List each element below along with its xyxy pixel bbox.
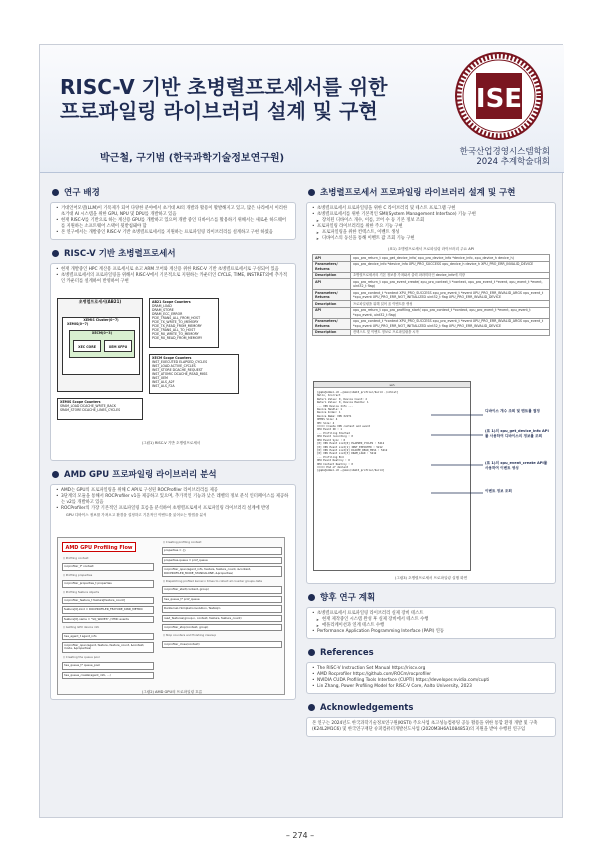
bullet-item: • NVIDIA CUDA Profiling Tools Interface (CUPTI) https://developer.nvidia.com/cupti (312, 678, 550, 684)
bullet-item: • 거대언어모델(LLM)이 기폭제가 되어 다양한 분야에서 초거대 AI의 개발과 활용이 활발해지고 있고, 많은 나라에서 이러한 초거대 AI 시스템을 위한 GPU, NPU 및 DPU를 개발하고 있음 (56, 206, 290, 218)
bullet-item: • 초병렬프로세서 프로파일링을 위한 C 라이브러리 및 테스트 프로그램 구현 (312, 206, 550, 212)
terminal-line: XPU Event recording : 0 (317, 435, 353, 439)
api-table-value: 컨텍스트 및 이벤트 정보로 프로파일링을 시작 (351, 329, 550, 336)
flow-step: properties.queue = prof_queue (162, 557, 282, 564)
poster-title (60, 75, 387, 123)
api-table-row (313, 307, 550, 318)
xecm-counters-title: XECM Scope Counters (152, 356, 192, 360)
flow-step: rocprofiler_properties_t properties (62, 580, 154, 587)
flow-step: // Dispatching profiled kernel n times to collect all counter groups data (163, 579, 262, 584)
section-title-manycore: RISC-V 기반 초병렬프로세서 (50, 248, 296, 260)
xfpu-box: XEM XFPU (104, 340, 132, 352)
library-box (306, 202, 556, 584)
api-table-value: xpu_pro_context_t *context XPU_PRO_SUCCESS xpu_pro_event_t *event XPU_PRO_ERR_INVALID_ARGS xpu_event_t *xpu_event XPU_PRO_ERR_NOT_INITIALIZED uint32_t flag XPU_PRO_ERR_INVALID_DEVICE (351, 290, 550, 301)
table1-caption: (표1) 초병렬프로세서 프로파일링 라이브러리 주요 API (388, 247, 474, 251)
section-title-library: 초병렬프로세서 프로파일링 라이브러리 설계 및 구현 (306, 187, 556, 199)
flow-right (162, 540, 282, 650)
bullet-item: • 초병렬프로세서의 프로파일링을 위해서 RISC-V에서 기본적으로 지원하는 카운터인 CYCLE, TIME, INSTRET외에 추가적인 카운터를 설계하여 반영하여 구현 (56, 273, 290, 285)
terminal-line: [gqmn@xdmsl-c0 ~/pmon/xbm15_profiler/build] (317, 469, 385, 473)
section-title-ack: Acknowledgements (306, 702, 556, 714)
section-title-amd: AMD GPU 프로파일링 라이브러리 분석 (50, 469, 296, 481)
flow-step: rocprofiler_t* context (62, 563, 154, 570)
flow-step: hsa_queue_t* queue_pool (62, 662, 154, 669)
conf-line-1: 한국산업경영시스템학회 (459, 147, 550, 157)
counter-item: PCIE_TRANS_ALL_TO_HOST (152, 328, 196, 332)
amd-sub: GPU 디바이스 정보를 가져오고 환경을 설정하고 기본적인 이벤트를 읽어오는 방법을 분석 (66, 513, 207, 517)
bullet-item: • AMD Rocprofiler https://github.com/ROCm/rocprofiler (312, 672, 550, 678)
terminal-line: --- Profiling End (317, 455, 344, 459)
ab21-counters-box (149, 298, 219, 348)
terminal-line: Hello, Xcorrect (317, 394, 341, 398)
future-list (312, 611, 550, 635)
title-line-2: 프로파일링 라이브러리 설계 및 구현 (60, 99, 378, 123)
background-box (50, 202, 296, 240)
bullet-item: • Performance Application Programming Interface (PAPI) 연동 (312, 629, 550, 635)
terminal-line: Return Value: 0, Device Count: 2 (317, 397, 367, 401)
bullet-item: • Lin Zhang, Power Profiling Model for RISC-V Core, Aalto University, 2023 (312, 684, 550, 690)
figure3-caption: (그림3) 초병렬프로세서 프로파일링 실행 화면 (394, 576, 468, 580)
terminal-line: --- Profiling Started (317, 431, 350, 435)
counter-item: DRAM_ECC_ERROR (152, 312, 183, 316)
xecm-label: XECM(0~3) (91, 331, 113, 335)
flow-step: RunKernel<SimpleConvolution, TestAql> (162, 605, 282, 612)
flow-step: rocprofiler_close(context) (162, 641, 282, 648)
counter-item: DRAM_LOAD (152, 304, 172, 308)
conf-line-2: 2024 추계학술대회 (476, 157, 550, 167)
flow-step: // Creating profiling context (163, 540, 202, 544)
bullet-item: • 현재 개발중인 HPC 계산용 프로세서로 초고 ARM 코어와 계산용 위한 RISC-V 기반 초병렬프로세서로 구성되어 있음 (56, 267, 290, 273)
architecture-diagram (57, 298, 285, 448)
figure1-caption: (그림1) RISC-V 기반 초병렬프로세서 (141, 441, 201, 445)
flow-step: read_features(group.n, context, feature, feature_count) (162, 615, 282, 622)
sub-bullet-item: ➤ 프로파일링을 위한 컨텍스트, 이벤트 생성 (312, 230, 550, 236)
flow-step: hsa_queue_t* prof_queue (162, 596, 282, 603)
terminal-line: [0] XPU Event List[3] DRAM_LOAD : 5212 (317, 452, 377, 456)
terminal-line: ===== Create XPU context and event (317, 425, 371, 429)
counter-item: DRAM_STORE (152, 308, 174, 312)
sub-bullet-item: ➤ 디바이스의 동신을 통해 이벤트 값 조회 기능 구현 (312, 236, 550, 242)
counter-item: PCIE_TX_WRITE_TO_MEMORY (152, 320, 199, 324)
xecm-counters-box (149, 354, 239, 394)
terminal-line: Device Handle: 1 (317, 408, 342, 412)
api-table-value: 초병렬프로세서의 기본 정보를 가져와서 출력 파라미터인 device_info에 저장 (351, 272, 550, 279)
manycore-box (50, 263, 296, 461)
authors: 박근철, 구기범 (한국과학기술정보연구원) (100, 153, 285, 164)
api-table-key: API (313, 279, 351, 290)
api-table-key: Description (313, 272, 351, 279)
library-list (312, 206, 550, 242)
flow-step: rocprofiler_stop(context, group) (162, 624, 282, 631)
api-table-value: 프로파일링을 위해 읽어 올 이벤트를 생성 (351, 301, 550, 308)
bullet-item: • 현재 RISC-V를 기반으로 하는 계산용 GPU를 개발하고 있으며 개발 중인 디바이스를 활용하기 위해서는 새로운 하드웨어를 지원하는 소프트웨어 스택이 뒷받침돼야 함 (56, 218, 290, 230)
counter-item: SRAM_STORE DCACHE_LINES_CYCLES (60, 408, 121, 412)
xemis-cluster-box (62, 317, 140, 375)
terminal-line: Device Name: XPU X21T1 (317, 414, 352, 418)
terminal-line: XPU Event ID : 1 (317, 428, 342, 432)
api-table-key: Parameters/ Returns (313, 261, 351, 272)
terminal-title: ssh (389, 383, 395, 387)
terminal-line: --- XPU Device Info --- (317, 404, 353, 408)
cluster-label: XEMIS Cluster(0~7) (83, 318, 119, 322)
flow-step: rocprofiler_open(agent, feature, feature_count, &context, mode, &properties) (62, 642, 154, 653)
amd-list (56, 488, 290, 512)
xecm-list (152, 360, 236, 388)
counter-item: INST_EXECUTED ELAPSED_CYCLES (152, 360, 208, 364)
counter-item: INST_ATOMIC DCACHE_READ_MISS (152, 372, 208, 376)
page-number: – 274 – (285, 831, 315, 840)
api-table-value: xpu_pro_return_t xpu_get_device_info( xpu_pro_device_info *device_info, xpu_device_h device_h) (351, 255, 550, 262)
bullet-item: • 초병렬프로세서 프로파일링 라이브러리 실제 장비 테스트 (312, 611, 550, 617)
terminal-line: XEMIS Size: 4 (317, 418, 338, 422)
terminal-line: XEC Size: 4 (317, 421, 335, 425)
bullet-item: • 3단계의 모듈을 통해서 ROCProfiler v1을 제공하고 있으며, 추가적인 기능과 낮은 레벨의 정보 분석 인터페이스를 제공하는 v2를 개발하고 있음 (56, 494, 290, 506)
xemis-counters-title: XEMIS Scope Counters (60, 400, 101, 404)
flow-left (62, 556, 154, 681)
callout-2: (표 1)의 xpu_get_device_info API를 사용하여 디바이스의 정보를 조회 (485, 429, 549, 438)
flow-title: AMD GPU Profiling Flow (62, 542, 136, 552)
processor-box (57, 298, 143, 392)
flow-step: // Creating the queue pool (63, 654, 100, 659)
callout-4: 이벤트 정보 조회 (485, 489, 512, 493)
api-table-key: Parameters/ Returns (313, 318, 351, 329)
figure2-caption: (그림2) AMD GPU의 프로파일링 흐름 (141, 690, 203, 694)
terminal-line: [0] XPU Event List[1] INST_EXECUTED : 5212 (317, 445, 383, 449)
flow-step: rocprofiler_open(agent_info, feature, feature_count, &context, ROCPROFILER_MODE_STANDALONE, &properties) (162, 566, 282, 577)
flow-step: feature[0].kind = ROCPROFILER_FEATURE_KIND_METRIC (62, 606, 154, 613)
terminal-titlebar (314, 382, 470, 388)
counter-item: INST_STORE DCACHE_REQUEST (152, 368, 203, 372)
flow-step: hsa_agent_t agent_info (62, 633, 154, 640)
counter-item: PCIE_RX_READ_FROM_MEMORY (152, 336, 203, 340)
bullet-item: • The RISC-V Instruction Set Manual https://riscv.org (312, 666, 550, 672)
counter-item: PCIE_RX_WRITE_TO_MEMORY (152, 332, 199, 336)
flow-step: // Stop counters and finishing cleanup (163, 633, 217, 638)
ack-text: 본 연구는 2024년도 한국과학기술정보연구원(KISTI) 주요사업 초고성능컴퓨팅 공동 활용을 위한 통합 환경 개발 및 구축 (K24L2M1C6) 및 한국연구재단 슈퍼컴퓨터개발선도사업 (2020M3H6A1084853)의 지원을 받아 수행된 연구임 (312, 721, 538, 732)
api-table-value: xpu_pro_return_t xpu_pro_event_create( xpu_pro_context_t *context, xpu_pro_event_t *event, xpu_event_t *event, uint32_t flag) (351, 279, 550, 290)
flow-step: // Profiling context (63, 556, 89, 560)
poster-header (40, 45, 564, 173)
processor-title: 초병렬프로세서(AB21) (78, 299, 122, 304)
api-table-value: xpu_pro_device_info *device_info XPU_PRO_SUCCESS xpu_device_h device_h XPU_PRO_ERR_INVALID_DEVICE (351, 261, 550, 272)
callout-arrows (427, 403, 487, 503)
terminal-line: XPU Event Destroy : 0 (317, 459, 350, 463)
terminal-line: Device Index: 1 (317, 411, 341, 415)
counter-item: SRAM_LOAD DCACHE_WRITE_BACK (60, 404, 116, 408)
xemis-list (60, 404, 140, 412)
api-table-key: Description (313, 329, 351, 336)
api-table (312, 254, 550, 336)
poster (39, 44, 563, 818)
api-table-key: Parameters/ Returns (313, 290, 351, 301)
api-table-row (313, 290, 550, 301)
counter-item: INST_LOAD ACTIVE_CYCLES (152, 364, 196, 368)
xecm-box (69, 330, 135, 358)
sub-bullet-item: ➤ 애플리케이션과 연계 테스트 수행 (312, 623, 550, 629)
api-table-value: xpu_pro_context_t *context XPU_PRO_SUCCESS xpu_pro_event_t *event XPU_PRO_ERR_INVALID_ARGS xpu_event_t *xpu_event XPU_PRO_ERR_NOT_INITIALIZED uint32_t flag XPU_PRO_ERR_INVALID_DEVICE (351, 318, 550, 329)
section-title-references: References (306, 647, 556, 659)
bullet-item: • 본 연구에서는 개발중인 RISC-V 기반 초병렬프로세서를 지원하는 프로파일링 라이브러리를 설계하고 구현 하였음 (56, 230, 290, 236)
terminal-line: [0] XPU Event List[0] ELAPSED_CYCLES : 5212 (317, 442, 385, 446)
conference (460, 147, 550, 167)
terminal-line: Return Value: 0, Device Handle: 1 (317, 401, 369, 405)
flow-step: // Getting GPU device info (63, 625, 100, 630)
terminal-line: [0] XPU Event List[2] DCACHE_READ_MISS : 5212 (317, 448, 388, 452)
section-title-future: 향후 연구 계획 (306, 592, 556, 604)
ab21-title: AB21 Scope Counters (152, 300, 191, 304)
flow-step: // Profiling properties (63, 572, 93, 577)
terminal-line: XPU Context Destroy : 0 (317, 462, 353, 466)
future-box (306, 607, 556, 639)
api-table-key: API (313, 255, 351, 262)
flow-step: feature[0].name = "SQ_WAVES" // PMC events (62, 616, 154, 623)
api-table-key: Description (313, 301, 351, 308)
api-table-value: xpu_pro_return_t xpu_pro_profiling_start( xpu_pro_context_t *context, xpu_pro_event_t *event, xpu_event_t *xpu_event, uint32_t flag) (351, 307, 550, 318)
flow-step: rocprofiler_feature_t feature[feature_count] (62, 597, 154, 604)
xemis-counters-box (57, 398, 143, 420)
terminal-line: XPU Event Sync : 0 (317, 438, 346, 442)
counter-item: PCIE_TX_READ_FROM_MEMORY (152, 324, 202, 328)
api-table-row (313, 279, 550, 290)
amd-box (50, 484, 296, 700)
xemis-label: XEMIS(0~7) (67, 322, 89, 326)
references-list (312, 666, 550, 690)
counter-item: INST_XEM (152, 376, 168, 380)
right-column (306, 183, 556, 811)
section-title-background: 연구 배경 (50, 187, 296, 199)
flow-step: rocprofiler_start(context, group) (162, 586, 282, 593)
callout-1: 디바이스 개수 조회 및 멘트를 결정 (485, 409, 540, 413)
bullet-item: • AMD는 GPU의 프로파일링을 위해 C API로 구성된 ROCProfiler 라이브러리를 제공 (56, 488, 290, 494)
flow-step: // Profiling feature objects (63, 589, 100, 594)
api-table-key: API (313, 307, 351, 318)
api-table-row (313, 329, 550, 336)
terminal-line: [gqmn@xdmsl-c0 ~/pmon/xbm15_profiler/build ./xdlist] (317, 391, 399, 394)
counter-item: PCIE_TRANS_ALL_FROM_HOST (152, 316, 201, 320)
sub-bullet-item: ➤ 현재 제작중인 시스템 완성 후 실제 장비에서 테스트 수행 (312, 617, 550, 623)
api-table-row (313, 261, 550, 272)
terminal-line: ===== End of dallent (317, 465, 349, 469)
counter-item: INST_ALS_F2A (152, 384, 175, 388)
amd-flow-diagram (57, 537, 285, 695)
bullet-item: • 프로파일링 라이브러리를 위한 주요 기능 구현 (312, 224, 550, 230)
api-table-row (313, 318, 550, 329)
background-list (56, 206, 290, 236)
references-box (306, 662, 556, 694)
ab21-list (152, 304, 216, 340)
bullet-item: • ROCProfiler의 가장 기본적인 프로파일링 흐름을 분석하여 초병렬프로세서 프로파일링 라이브러리 설계에 반영 (56, 506, 290, 512)
society-logo (454, 51, 544, 141)
callout-3: (표 1)의 xpu_event_create API를 사용하여 이벤트 생성 (485, 461, 548, 470)
ack-box (306, 717, 556, 737)
flow-step: properties = {} (162, 547, 282, 554)
title-line-1: RISC-V 기반 초병렬프로세서를 위한 (60, 75, 388, 99)
manycore-list (56, 267, 290, 285)
bullet-item: • 초병렬프로세서를 위한 기본적인 SMI(System Management Interface) 기능 구현 (312, 212, 550, 218)
xec-core-box: XEC CORE (73, 340, 101, 352)
logo-letters: ISE (475, 84, 523, 114)
flow-step: hsa_queue_create(agent_info, ...) (62, 672, 154, 679)
left-column (50, 183, 296, 811)
counter-item: INST_ALS_A2F (152, 380, 175, 384)
sub-bullet-item: ➤ 장치된 디바이스 개수, 이름, 코어 수 등 기본 정보 조회 (312, 218, 550, 224)
